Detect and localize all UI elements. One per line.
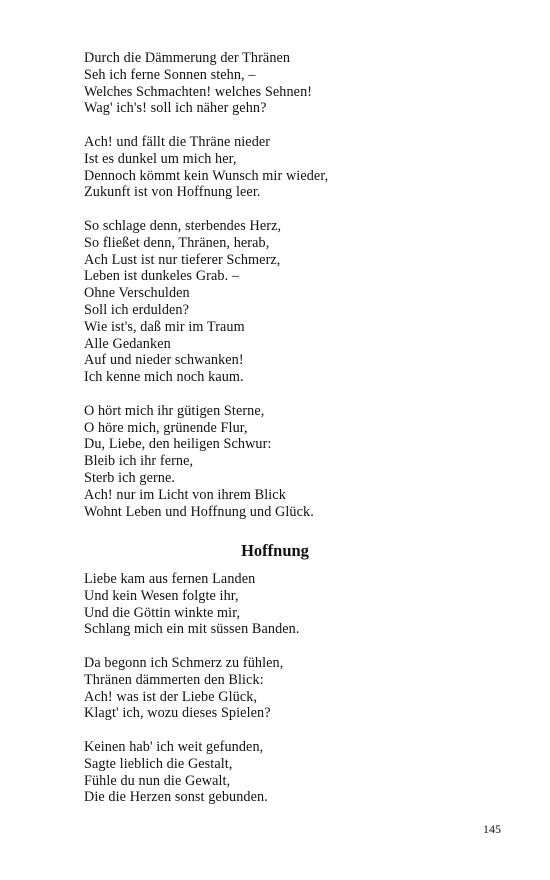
poem-line: Ist es dunkel um mich her,: [84, 150, 237, 167]
poem-line: Durch die Dämmerung der Thränen: [84, 50, 291, 66]
poem-line: Ohne Verschulden: [84, 285, 190, 302]
poem-continued: [84, 50, 504, 520]
poem-line: Bleib ich ihr ferne,: [84, 453, 194, 470]
poem-line: Und die Göttin winkte mir,: [84, 604, 241, 621]
poem-line: Wohnt Leben und Hoffnung und Glück.: [84, 503, 314, 520]
poem-line: Zukunft ist von Hoffnung leer.: [84, 184, 261, 201]
poem-line: Wag' ich's! soll ich näher gehn?: [84, 100, 267, 117]
poem-line: Dennoch kömmt kein Wunsch mir wieder,: [84, 167, 329, 184]
page-number: 145: [483, 822, 501, 836]
poem-line: Du, Liebe, den heiligen Schwur:: [84, 436, 272, 453]
poem-hoffnung: [84, 571, 504, 806]
poem-line: So schlage denn, sterbendes Herz,: [84, 217, 282, 234]
stanza: [84, 403, 504, 521]
poem-line: Ach! was ist der Liebe Glück,: [84, 688, 258, 705]
poem-line: Auf und nieder schwanken!: [84, 352, 244, 369]
poem-line: Wie ist's, daß mir im Traum: [84, 318, 245, 335]
stanza: [84, 50, 504, 117]
poem-line: Ach Lust ist nur tieferer Schmerz,: [84, 251, 281, 268]
poem-line: Klagt' ich, wozu dieses Spielen?: [84, 705, 271, 722]
poem-line: Und kein Wesen folgte ihr,: [84, 587, 239, 604]
poem-line: Keinen hab' ich weit gefunden,: [84, 738, 264, 755]
poem-line: O höre mich, grünende Flur,: [84, 419, 248, 436]
poem-line: Seh ich ferne Sonnen stehn, –: [84, 66, 256, 83]
poem-line: Leben ist dunkeles Grab. –: [84, 268, 240, 285]
poem-line: Die die Herzen sonst gebunden.: [84, 789, 268, 806]
stanza: [84, 571, 504, 638]
poem-line: Schlang mich ein mit süssen Banden.: [84, 621, 300, 638]
poem-line: Sterb ich gerne.: [84, 469, 176, 486]
poem-line: Fühle du nun die Gewalt,: [84, 772, 231, 789]
poem-line: So fließet denn, Thränen, herab,: [84, 234, 270, 251]
poem-line: Alle Gedanken: [84, 335, 171, 352]
poem-line: Soll ich erdulden?: [84, 301, 190, 318]
poem-line: Ich kenne mich noch kaum.: [84, 369, 244, 386]
poem-line: Da begonn ich Schmerz zu fühlen,: [84, 654, 284, 671]
poem-line: Ach! nur im Licht von ihrem Blick: [84, 486, 286, 503]
poem-line: Thränen dämmerten den Blick:: [84, 671, 264, 688]
poem-line: Sagte lieblich die Gestalt,: [84, 755, 233, 772]
stanza: [84, 218, 504, 386]
poem-title: Hoffnung: [241, 541, 309, 560]
stanza: [84, 739, 504, 806]
poem-line: Ach! und fällt die Thräne nieder: [84, 133, 271, 150]
stanza: [84, 655, 504, 722]
poem-line: O hört mich ihr gütigen Sterne,: [84, 402, 265, 419]
poem-line: Liebe kam aus fernen Landen: [84, 571, 256, 587]
poem-line: Welches Schmachten! welches Sehnen!: [84, 83, 313, 100]
stanza: [84, 134, 504, 201]
